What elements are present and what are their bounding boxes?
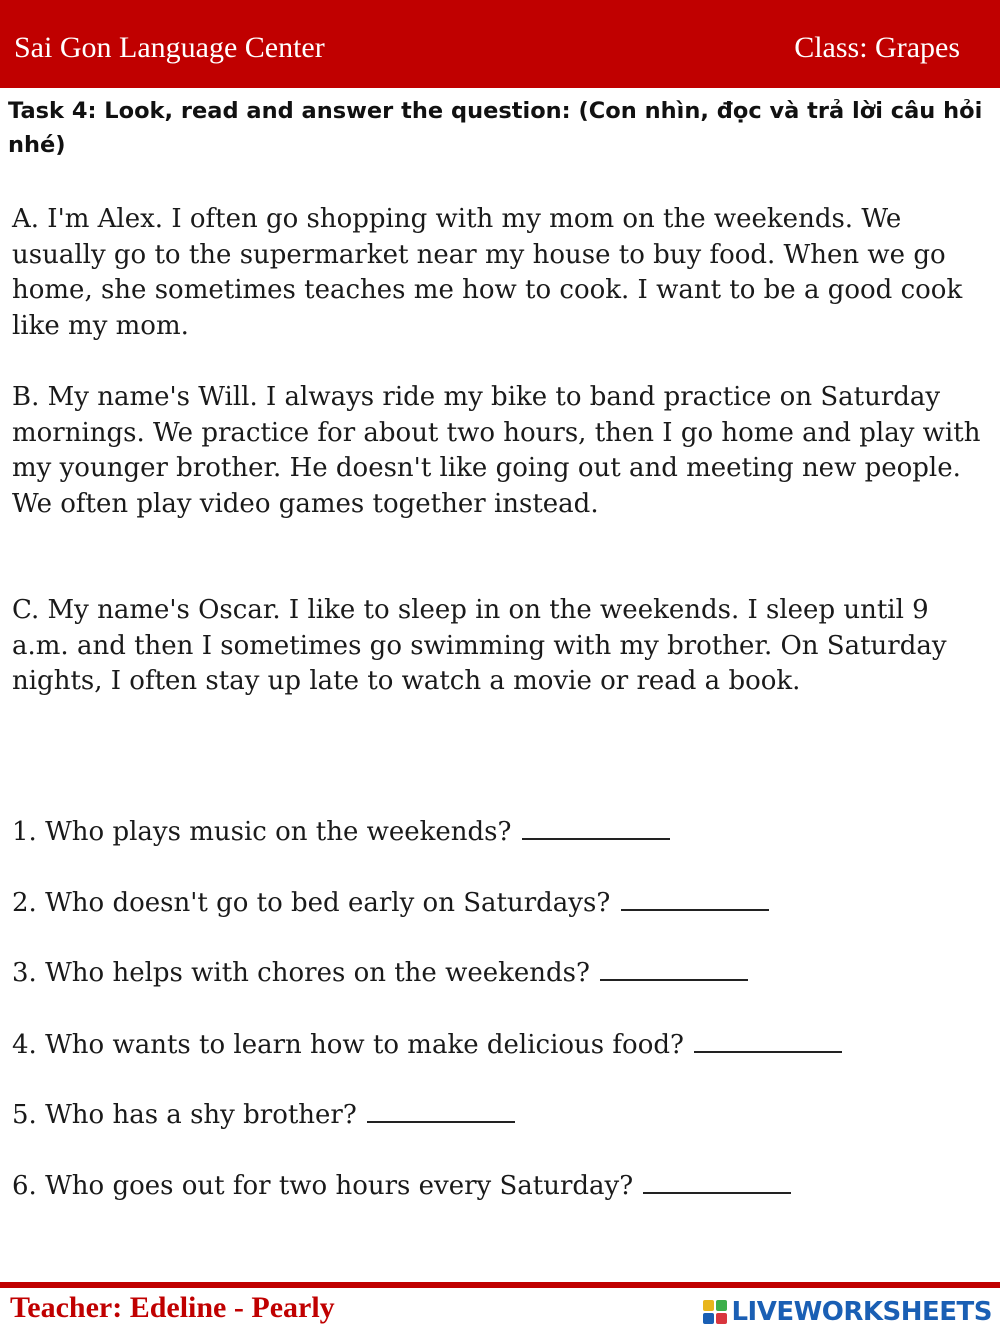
answer-blank-2[interactable] [621, 885, 769, 911]
question-text: 1. Who plays music on the weekends? [12, 817, 512, 847]
page-header [0, 0, 1000, 88]
question-2 [12, 885, 769, 919]
question-text: 2. Who doesn't go to bed early on Saturdays? [12, 888, 611, 918]
question-text: 4. Who wants to learn how to make delicious food? [12, 1030, 684, 1060]
class-name: Class: Grapes [794, 31, 960, 64]
center-name: Sai Gon Language Center [14, 31, 325, 64]
answer-blank-3[interactable] [600, 955, 748, 981]
liveworksheets-wordmark: LIVEWORKSHEETS [731, 1297, 992, 1327]
passage-b: B. My name's Will. I always ride my bike to band practice on Saturday mornings. We practice for about two hours, then I go home and play with my younger brother. He doesn't like going out and meeting new people. We often play video games together instead. [12, 382, 981, 519]
teacher-name: Teacher: Edeline - Pearly [10, 1291, 335, 1324]
liveworksheets-logo[interactable] [703, 1296, 992, 1328]
question-3 [12, 955, 748, 989]
answer-blank-1[interactable] [522, 814, 670, 840]
task-title: Task 4: Look, read and answer the question: (Con nhìn, đọc và trả lời câu hỏi nhé) [8, 98, 983, 158]
answer-blank-6[interactable] [643, 1168, 791, 1194]
question-text: 3. Who helps with chores on the weekends? [12, 958, 590, 988]
footer-divider [0, 1282, 1000, 1288]
passage-c: C. My name's Oscar. I like to sleep in on the weekends. I sleep until 9 a.m. and then I sometimes go swimming with my brother. On Saturday nights, I often stay up late to watch a movie or read a book. [12, 595, 947, 696]
question-1 [12, 814, 670, 848]
question-6 [12, 1168, 791, 1202]
liveworksheets-icon [703, 1300, 727, 1324]
question-4 [12, 1027, 842, 1061]
answer-blank-4[interactable] [694, 1027, 842, 1053]
question-5 [12, 1097, 515, 1131]
answer-blank-5[interactable] [367, 1097, 515, 1123]
question-text: 5. Who has a shy brother? [12, 1100, 357, 1130]
passage-a: A. I'm Alex. I often go shopping with my mom on the weekends. We usually go to the supermarket near my house to buy food. When we go home, she sometimes teaches me how to cook. I want to be a good cook like my mom. [12, 204, 963, 341]
question-text: 6. Who goes out for two hours every Saturday? [12, 1171, 634, 1201]
